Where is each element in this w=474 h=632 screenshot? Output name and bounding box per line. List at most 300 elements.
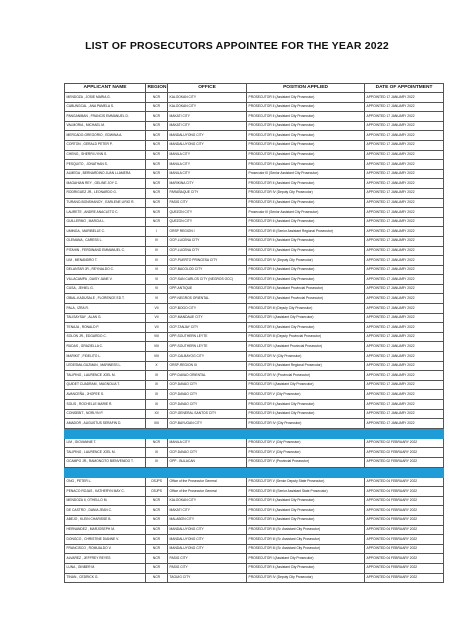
applicant-name-cell: QUIDET CUADRAM , MAGNOLIA T. [65, 380, 146, 390]
table-row [65, 323, 444, 333]
date-cell: APPOINTED 04 FEBRUARY 2022 [365, 535, 444, 545]
separator-cell [65, 467, 146, 477]
table-row [65, 563, 444, 573]
applicant-name-cell: MENDOZA II, OTHELLO M. [65, 496, 146, 506]
position-cell: PROSECUTOR IV (Deputy City Prosecutor) [247, 188, 365, 198]
applicant-name-cell: AVANCEÑA , JHOPEE S. [65, 390, 146, 400]
office-cell: PASIG CITY [168, 198, 247, 208]
date-cell: APPOINTED 17 JANUARY 2022 [365, 332, 444, 342]
region-cell: IV [146, 256, 168, 266]
applicant-name-cell: PENACO ROJAS , KATHERYN MAY C. [65, 487, 146, 497]
table-row [65, 535, 444, 545]
position-cell: PROSECUTOR II (Assistant City Prosecutor) [247, 323, 365, 333]
date-cell: APPOINTED 04 FEBRUARY 2022 [365, 563, 444, 573]
position-cell: PROSECUTOR II (Assistant City Prosecutor) [247, 400, 365, 410]
applicant-name-cell: DELANTAR JR., REYNALDO C. [65, 265, 146, 275]
applicant-name-cell: TALIPING , LAURENCE JOEL M. [65, 448, 146, 458]
separator-cell [365, 467, 444, 477]
date-cell: APPOINTED 02 FEBRUARY 2022 [365, 448, 444, 458]
region-cell: XI [146, 380, 168, 390]
region-cell: I [146, 227, 168, 237]
applicant-name-cell: LIM , GIOVANNIE T. [65, 438, 146, 448]
region-cell: NCR [146, 102, 168, 112]
office-cell: MALABON CITY [168, 515, 247, 525]
separator-cell [146, 467, 168, 477]
table-row [65, 313, 444, 323]
office-cell: OCP-BAYUGAN CITY [168, 419, 247, 429]
position-cell: PROSECUTOR V (City Prosecutor) [247, 448, 365, 458]
office-cell: OCP-DAVAO CITY [168, 400, 247, 410]
office-cell: OCP-SAN CARLOS CITY (NEGROS OCC) [168, 275, 247, 285]
position-cell: PROSECUTOR II (Assistant City Prosecutor) [247, 563, 365, 573]
region-cell: III [146, 457, 168, 467]
position-cell: PROSECUTOR IV (Deputy City Prosecutor) [247, 573, 365, 583]
date-cell: APPOINTED 17 JANUARY 2022 [365, 294, 444, 304]
region-cell: NCR [146, 198, 168, 208]
date-cell: APPOINTED 17 JANUARY 2022 [365, 93, 444, 103]
office-cell: MAKATI CITY [168, 121, 247, 131]
date-cell: APPOINTED 17 JANUARY 2022 [365, 102, 444, 112]
date-cell: APPOINTED 17 JANUARY 2022 [365, 150, 444, 160]
position-cell: PROSECUTOR III (Deputy Provincial Prosecutor) [247, 332, 365, 342]
date-cell: APPOINTED 17 JANUARY 2022 [365, 208, 444, 218]
table-row [65, 400, 444, 410]
date-cell: APPOINTED 04 FEBRUARY 2022 [365, 515, 444, 525]
date-cell: APPOINTED 17 JANUARY 2022 [365, 390, 444, 400]
date-cell: APPOINTED 17 JANUARY 2022 [365, 140, 444, 150]
region-cell: VIII [146, 342, 168, 352]
region-cell: NCR [146, 217, 168, 227]
position-cell: PROSECUTOR II (Assistant City Prosecutor) [247, 198, 365, 208]
office-cell: ORSP-REGION XI [168, 361, 247, 371]
applicant-name-cell: MERCADO-GREGORIO , EDWINA A. [65, 131, 146, 141]
position-cell: PROSECUTOR III (Sr. Assistant City Prosecutor) [247, 535, 365, 545]
table-row [65, 102, 444, 112]
separator-cell [365, 428, 444, 438]
applicant-name-cell: FRANCISCO , ROMUALDO V. [65, 544, 146, 554]
date-cell: APPOINTED 04 FEBRUARY 2022 [365, 506, 444, 516]
position-cell: PROSECUTOR II (Assistant Provincial Prosecutor) [247, 284, 365, 294]
date-cell: APPOINTED 17 JANUARY 2022 [365, 160, 444, 170]
position-cell: PROSECUTOR II (Assistant City Prosecutor) [247, 496, 365, 506]
date-cell: APPOINTED 17 JANUARY 2022 [365, 256, 444, 266]
office-cell: OCP-TANJAY CITY [168, 323, 247, 333]
table-row [65, 554, 444, 564]
date-cell: APPOINTED 17 JANUARY 2022 [365, 371, 444, 381]
table-row [65, 525, 444, 535]
office-cell: TAGUIG CITY [168, 573, 247, 583]
applicant-name-cell: PALA , IZRA R. [65, 304, 146, 314]
date-cell: APPOINTED 17 JANUARY 2022 [365, 409, 444, 419]
region-cell: IV [146, 246, 168, 256]
office-cell: MANDALUYONG CITY [168, 131, 247, 141]
applicant-name-cell: PANGANIBAN , FRANCIS EMMANUEL D. [65, 112, 146, 122]
region-cell: NCR [146, 179, 168, 189]
applicant-name-cell: LEDESMA-GUZMAN , MARINESS L. [65, 361, 146, 371]
position-cell: PROSECUTOR II (Assistant Regional Prosecutor) [247, 361, 365, 371]
applicant-name-cell: RUDAS , GRAZIELLA C. [65, 342, 146, 352]
region-cell: NCR [146, 438, 168, 448]
date-cell: APPOINTED 17 JANUARY 2022 [365, 169, 444, 179]
office-cell: PASIG CITY [168, 554, 247, 564]
table-row [65, 131, 444, 141]
region-cell: XI [146, 448, 168, 458]
table-row [65, 487, 444, 497]
date-cell: APPOINTED 17 JANUARY 2022 [365, 361, 444, 371]
table-row [65, 112, 444, 122]
date-cell: APPOINTED 17 JANUARY 2022 [365, 323, 444, 333]
date-cell: APPOINTED 17 JANUARY 2022 [365, 236, 444, 246]
position-cell: PROSECUTOR I (Assistant City Prosecutor) [247, 313, 365, 323]
office-cell: OCP-LUCENA CITY [168, 246, 247, 256]
office-cell: MAKATI CITY [168, 506, 247, 516]
applicant-name-cell: MAGAHIAN REY , GELINE JOY C. [65, 179, 146, 189]
date-cell: APPOINTED 17 JANUARY 2022 [365, 304, 444, 314]
date-cell: APPOINTED 17 JANUARY 2022 [365, 380, 444, 390]
position-cell: PROSECUTOR II (Assistant City Prosecutor) [247, 506, 365, 516]
position-cell: PROSECUTOR II (Assistant City Prosecutor) [247, 217, 365, 227]
position-cell: PROSECUTOR III (Sr. Assistant City Prosecutor) [247, 544, 365, 554]
region-cell: VI [146, 275, 168, 285]
position-cell: PROSECUTOR IV (Provincial Prosecutor) [247, 371, 365, 381]
office-cell: OCP-GENERAL SANTOS CITY [168, 409, 247, 419]
date-cell: APPOINTED 17 JANUARY 2022 [365, 188, 444, 198]
applicant-name-cell: PITAHIN , FERDINAND EMMANUEL C. [65, 246, 146, 256]
date-cell: APPOINTED 04 FEBRUARY 2022 [365, 496, 444, 506]
table-row [65, 208, 444, 218]
position-cell: PROSECUTOR II (Assistant City Prosecutor) [247, 246, 365, 256]
office-cell: MANILA CITY [168, 438, 247, 448]
table-row [65, 361, 444, 371]
region-cell: NCR [146, 131, 168, 141]
table-row [65, 457, 444, 467]
applicant-name-cell: CABUNGCAL , ANA PAMELA S. [65, 102, 146, 112]
table-row [65, 160, 444, 170]
office-cell: MANDALUYONG CITY [168, 544, 247, 554]
region-cell: XI [146, 400, 168, 410]
applicant-name-cell: CUSA , JEHIEL G. [65, 284, 146, 294]
applicant-name-cell: TALIPING , LAURENCE JOEL M. [65, 371, 146, 381]
date-cell: APPOINTED 17 JANUARY 2022 [365, 217, 444, 227]
office-cell: Office of the Prosecutor General [168, 487, 247, 497]
position-cell: PROSECUTOR IV (City Prosecutor) [247, 352, 365, 362]
page-title: LIST OF PROSECUTORS APPOINTEE FOR THE YEAR 2022 [85, 40, 389, 52]
separator-cell [168, 467, 247, 477]
position-cell: PROSECUTOR II (Assistant City Prosecutor) [247, 409, 365, 419]
position-cell: PROSECUTOR III (Senior Assistant State Prosecutor) [247, 487, 365, 497]
section-separator [65, 428, 444, 438]
table-row [65, 236, 444, 246]
table-row [65, 477, 444, 487]
table-row [65, 198, 444, 208]
position-cell: PROSECUTOR IV (City Prosecutor) [247, 419, 365, 429]
office-cell: KALOOKAN CITY [168, 496, 247, 506]
table-row [65, 121, 444, 131]
office-cell: MANILA CITY [168, 169, 247, 179]
office-cell: KALOOKAN CITY [168, 102, 247, 112]
date-cell: APPOINTED 17 JANUARY 2022 [365, 342, 444, 352]
applicant-name-cell: ABEJO , KLEIN CHARISSE B. [65, 515, 146, 525]
office-cell: MAKATI CITY [168, 112, 247, 122]
office-cell: MARIKINA CITY [168, 179, 247, 189]
date-cell: APPOINTED 04 FEBRUARY 2022 [365, 554, 444, 564]
region-cell: VIII [146, 332, 168, 342]
date-cell: APPOINTED 17 JANUARY 2022 [365, 419, 444, 429]
region-cell: NCR [146, 188, 168, 198]
date-cell: APPOINTED 04 FEBRUARY 2022 [365, 477, 444, 487]
applicant-name-cell: ONG , PETER L. [65, 477, 146, 487]
region-cell: NCR [146, 535, 168, 545]
office-cell: MANDALUYONG CITY [168, 535, 247, 545]
applicant-name-cell: TINAN , CEDRICK G. [65, 573, 146, 583]
region-cell: OSJPS [146, 477, 168, 487]
table-row [65, 332, 444, 342]
office-cell: Office of the Prosecutor General [168, 477, 247, 487]
region-cell: NCR [146, 496, 168, 506]
position-cell: PROSECUTOR V (Senior Deputy State Prosecutor) [247, 477, 365, 487]
office-cell: OCP-BACOLOD CITY [168, 265, 247, 275]
office-cell: OCP-BOGO CITY [168, 304, 247, 314]
region-cell: X [146, 361, 168, 371]
table-row [65, 448, 444, 458]
region-cell: VII [146, 304, 168, 314]
position-cell: PROSECUTOR III (Deputy City Prosecutor) [247, 304, 365, 314]
table-row [65, 217, 444, 227]
region-cell: XI [146, 371, 168, 381]
applicant-name-cell: PESQUITO , JONATHAN S. [65, 160, 146, 170]
date-cell: APPOINTED 17 JANUARY 2022 [365, 400, 444, 410]
office-cell: OPP-DAVAO ORIENTAL [168, 371, 247, 381]
position-cell: PROSECUTOR IV (Deputy City Prosecutor) [247, 256, 365, 266]
office-cell: OPP - BULACAN [168, 457, 247, 467]
date-cell: APPOINTED 17 JANUARY 2022 [365, 265, 444, 275]
table-row [65, 294, 444, 304]
table-row [65, 179, 444, 189]
applicant-name-cell: OBIAL-KADUSALE , FLORENCE ED T. [65, 294, 146, 304]
table-row [65, 284, 444, 294]
table-row [65, 544, 444, 554]
office-cell: OCP-PUERTO PRINCESA CITY [168, 256, 247, 266]
region-cell: VII [146, 323, 168, 333]
date-cell: APPOINTED 04 FEBRUARY 2022 [365, 487, 444, 497]
table-body [65, 93, 444, 583]
position-cell: PROSECUTOR II (Assistant Provincial Prosecutor) [247, 294, 365, 304]
table-row [65, 390, 444, 400]
separator-cell [146, 428, 168, 438]
table-row [65, 409, 444, 419]
region-cell: VI [146, 284, 168, 294]
table-row [65, 256, 444, 266]
date-cell: APPOINTED 04 FEBRUARY 2022 [365, 544, 444, 554]
column-header-applicant-name: APPLICANT NAME [65, 84, 146, 93]
region-cell: IV [146, 236, 168, 246]
date-cell: APPOINTED 17 JANUARY 2022 [365, 131, 444, 141]
table-row [65, 265, 444, 275]
position-cell: Prosecutor III (Senior Assistant City Prosecutor) [247, 208, 365, 218]
office-cell: OCP-DAVAO CITY [168, 390, 247, 400]
region-cell: XI [146, 390, 168, 400]
table-row [65, 496, 444, 506]
position-cell: PROSECUTOR V (City Prosecutor) [247, 390, 365, 400]
position-cell: PROSECUTOR II (Assistant City Prosecutor) [247, 140, 365, 150]
office-cell: OCP-DAVAO CITY [168, 380, 247, 390]
table-row [65, 380, 444, 390]
position-cell: PROSECUTOR I (Assistant City Prosecutor) [247, 554, 365, 564]
position-cell: PROSECUTOR II (Assistant City Prosecutor) [247, 515, 365, 525]
column-header-office: OFFICE [168, 84, 247, 93]
date-cell: APPOINTED 17 JANUARY 2022 [365, 112, 444, 122]
position-cell: PROSECUTOR II (Assistant City Prosecutor) [247, 236, 365, 246]
applicant-name-cell: OLEMANA , CARESS L. [65, 236, 146, 246]
position-cell: PROSECUTOR II (Assistant City Prosecutor) [247, 121, 365, 131]
column-header-position-applied: POSITION APPLIED [247, 84, 365, 93]
date-cell: APPOINTED 17 JANUARY 2022 [365, 284, 444, 294]
applicant-name-cell: ALVAREZ , JEFFREY REYES [65, 554, 146, 564]
office-cell: ORSP REGION I [168, 227, 247, 237]
separator-cell [168, 428, 247, 438]
applicant-name-cell: TURANO-BONSHANOY , EARLENE LIRIO R. [65, 198, 146, 208]
office-cell: KALOOKAN CITY [168, 93, 247, 103]
table-row [65, 419, 444, 429]
applicant-name-cell: CHENG , SHERRI LYNN S. [65, 150, 146, 160]
position-cell: PROSECUTOR II (Assistant City Prosecutor) [247, 265, 365, 275]
table-row [65, 573, 444, 583]
region-cell: NCR [146, 544, 168, 554]
region-cell: NCR [146, 573, 168, 583]
region-cell: XII [146, 409, 168, 419]
date-cell: APPOINTED 17 JANUARY 2022 [365, 121, 444, 131]
region-cell: XIII [146, 419, 168, 429]
position-cell: PROSECUTOR I (Assistant City Prosecutor) [247, 380, 365, 390]
date-cell: APPOINTED 17 JANUARY 2022 [365, 246, 444, 256]
table-row [65, 227, 444, 237]
applicant-name-cell: DE CASTRO , DANIA JEAN C. [65, 506, 146, 516]
table-row [65, 188, 444, 198]
applicant-name-cell: CONSEBIT , NORLYN P. [65, 409, 146, 419]
office-cell: OPP-NEGROS ORIENTAL [168, 294, 247, 304]
applicant-name-cell: MARIKIT , FIDELITO L. [65, 352, 146, 362]
region-cell: NCR [146, 506, 168, 516]
position-cell: PROSECUTOR III (Senior Assistant Regional Prosecutor) [247, 227, 365, 237]
office-cell: MANILA CITY [168, 160, 247, 170]
applicant-name-cell: ALMEDA , BERNARDINO JUAN LLAMERA [65, 169, 146, 179]
date-cell: APPOINTED 17 JANUARY 2022 [365, 352, 444, 362]
position-cell: PROSECUTOR II (Assistant City Prosecutor) [247, 275, 365, 285]
position-cell: PROSECUTOR II (Assistant City Prosecutor) [247, 160, 365, 170]
office-cell: OCP-CALBAYOG CITY [168, 352, 247, 362]
table-row [65, 438, 444, 448]
applicant-name-cell: SOLON JR., EDGARDO C. [65, 332, 146, 342]
region-cell: NCR [146, 160, 168, 170]
table-row [65, 150, 444, 160]
applicant-name-cell: LIM , MENANDRO T. [65, 256, 146, 266]
position-cell: PROSECUTOR II (Assistant City Prosecutor) [247, 112, 365, 122]
separator-cell [247, 467, 365, 477]
separator-cell [247, 428, 365, 438]
region-cell: VIII [146, 352, 168, 362]
office-cell: MANDALUYONG CITY [168, 140, 247, 150]
region-cell: NCR [146, 563, 168, 573]
region-cell: VII [146, 313, 168, 323]
region-cell: NCR [146, 140, 168, 150]
date-cell: APPOINTED 17 JANUARY 2022 [365, 227, 444, 237]
applicant-name-cell: HERNANDEZ , MARJOSEPH M. [65, 525, 146, 535]
date-cell: APPOINTED 04 FEBRUARY 2022 [365, 573, 444, 583]
applicant-name-cell: SOLIS , ROCHELLE MARIE R. [65, 400, 146, 410]
table-row [65, 352, 444, 362]
office-cell: QUEZON CITY [168, 208, 247, 218]
position-cell: PROSECUTOR II (Assistant City Prosecutor) [247, 93, 365, 103]
office-cell: OPP-SOUTHERN LEYTE [168, 342, 247, 352]
date-cell: APPOINTED 04 FEBRUARY 2022 [365, 525, 444, 535]
region-cell: VI [146, 265, 168, 275]
region-cell: NCR [146, 169, 168, 179]
date-cell: APPOINTED 17 JANUARY 2022 [365, 313, 444, 323]
office-cell: OCP-DAVAO CITY [168, 448, 247, 458]
table-row [65, 506, 444, 516]
applicant-name-cell: TALISAYSAY , ALAN G. [65, 313, 146, 323]
table-row [65, 275, 444, 285]
applicant-name-cell: MENDOZA , JOSIE MARIA G. [65, 93, 146, 103]
position-cell: PROSECUTOR II (Assistant City Prosecutor) [247, 102, 365, 112]
date-cell: APPOINTED 17 JANUARY 2022 [365, 275, 444, 285]
office-cell: QUEZON CITY [168, 217, 247, 227]
date-cell: APPOINTED 02 FEBRUARY 2022 [365, 438, 444, 448]
applicant-name-cell: GUILLERMO , MARCIA L. [65, 217, 146, 227]
applicant-name-cell: TENAJA , RONALD P. [65, 323, 146, 333]
appointees-table [64, 83, 444, 583]
position-cell: PROSECUTOR V (Provincial Prosecutor) [247, 457, 365, 467]
position-cell: Prosecutor III (Senior Assistant City Prosecutor) [247, 169, 365, 179]
region-cell: NCR [146, 515, 168, 525]
office-cell: PASIG CITY [168, 563, 247, 573]
applicant-name-cell: LAURETE , ANDRE ANACLETO C. [65, 208, 146, 218]
region-cell: NCR [146, 93, 168, 103]
table-row [65, 246, 444, 256]
table-row [65, 169, 444, 179]
position-cell: PROSECUTOR III (Sr. Assistant City Prosecutor) [247, 525, 365, 535]
region-cell: NCR [146, 554, 168, 564]
office-cell: OCP-LUCENA CITY [168, 236, 247, 246]
applicant-name-cell: VILLACAMPA , DAISY JANE V. [65, 275, 146, 285]
table-row [65, 304, 444, 314]
applicant-name-cell: OCAMPO JR., RAMONCITO BIENVENIDO T. [65, 457, 146, 467]
date-cell: APPOINTED 17 JANUARY 2022 [365, 179, 444, 189]
region-cell: NCR [146, 150, 168, 160]
position-cell: PROSECUTOR V (City Prosecutor) [247, 438, 365, 448]
position-cell: PROSECUTOR II (Assistant City Prosecutor) [247, 179, 365, 189]
separator-cell [65, 428, 146, 438]
office-cell: OCP-MANDAUE CITY [168, 313, 247, 323]
table-row [65, 93, 444, 103]
region-cell: NCR [146, 525, 168, 535]
office-cell: PARAÑAQUE CITY [168, 188, 247, 198]
section-separator [65, 467, 444, 477]
table-row [65, 515, 444, 525]
office-cell: OPP-SOUTHERN LEYTE [168, 332, 247, 342]
table-row [65, 342, 444, 352]
date-cell: APPOINTED 17 JANUARY 2022 [365, 198, 444, 208]
date-cell: APPOINTED 02 FEBRUARY 2022 [365, 457, 444, 467]
region-cell: NCR [146, 208, 168, 218]
position-cell: PROSECUTOR I (Assistant Provincial Prosecutor) [247, 342, 365, 352]
region-cell: NCR [146, 121, 168, 131]
applicant-name-cell: CORTON , GERALD PETER P. [65, 140, 146, 150]
applicant-name-cell: RODRIGUEZ JR., LEONARDO G. [65, 188, 146, 198]
applicant-name-cell: UMINGA , MARIBELLE C. [65, 227, 146, 237]
position-cell: PROSECUTOR II (Assistant City Prosecutor) [247, 131, 365, 141]
office-cell: MANILA CITY [168, 150, 247, 160]
